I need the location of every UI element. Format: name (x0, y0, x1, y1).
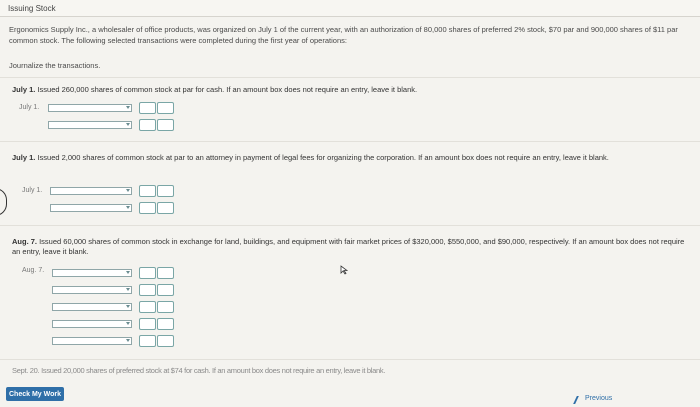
title-bar (0, 0, 700, 17)
problem-intro: Ergonomics Supply Inc., a wholesaler of office products, was organized on July 1 of the current year, with an authorization of 80,000 shares of preferred 2% stock, $70 par and 900,000 shares of $11 par common stock. The following selected transactions were completed during the first year of operations: (9, 25, 678, 45)
account-select[interactable] (52, 337, 132, 345)
debit-amount-input[interactable] (139, 318, 156, 330)
chevron-down-icon (126, 271, 130, 274)
credit-amount-input[interactable] (157, 267, 174, 279)
entry-date-label: Aug. 7. (22, 267, 45, 274)
chevron-down-icon (126, 305, 130, 308)
debit-amount-input[interactable] (139, 335, 156, 347)
entry-date-label: July 1. (22, 187, 43, 194)
credit-amount-input[interactable] (157, 301, 174, 313)
question-4-partial: Sept. 20. Issued 20,000 shares of preferred stock at $74 for cash. If an amount box does not require an entry, leave it blank. (12, 366, 386, 375)
debit-amount-input[interactable] (139, 301, 156, 313)
debit-amount-input[interactable] (139, 202, 156, 214)
question-1: July 1. Issued 260,000 shares of common stock at par for cash. If an amount box does not require an entry, leave it blank. (12, 85, 418, 94)
chevron-down-icon (126, 288, 130, 291)
credit-amount-input[interactable] (157, 185, 174, 197)
credit-amount-input[interactable] (157, 202, 174, 214)
divider (0, 225, 700, 226)
instruction-text: Journalize the transactions. (9, 61, 101, 70)
scroll-indicator (0, 188, 7, 216)
divider (0, 141, 700, 142)
chevron-down-icon (126, 106, 130, 109)
divider (0, 77, 700, 78)
debit-amount-input[interactable] (139, 119, 156, 131)
account-select[interactable] (52, 286, 132, 294)
account-select[interactable] (52, 320, 132, 328)
account-select[interactable] (52, 269, 132, 277)
account-select-credit[interactable] (48, 121, 132, 129)
debit-amount-input[interactable] (139, 185, 156, 197)
mouse-cursor-icon (340, 265, 348, 275)
account-select-debit[interactable] (50, 187, 132, 195)
entry-date-label: July 1. (19, 104, 40, 111)
question-2: July 1. Issued 2,000 shares of common stock at par to an attorney in payment of legal fees for organizing the corporation. If an amount box does not require an entry, leave it blank. (12, 153, 609, 162)
chevron-down-icon (126, 206, 130, 209)
debit-amount-input[interactable] (139, 102, 156, 114)
debit-amount-input[interactable] (139, 284, 156, 296)
previous-button[interactable]: Previous (585, 395, 613, 402)
check-my-work-button[interactable]: Check My Work (6, 387, 64, 401)
question-3: Aug. 7. Issued 60,000 shares of common stock in exchange for land, buildings, and equipment with fair market prices of $320,000, $550,000, and $90,000, respectively. If an amount box does not require an entry, leave it blank. (12, 237, 685, 256)
page-title: Issuing Stock (8, 4, 56, 13)
account-select[interactable] (52, 303, 132, 311)
chevron-down-icon (126, 322, 130, 325)
divider (0, 359, 700, 360)
account-select-debit[interactable] (48, 104, 132, 112)
debit-amount-input[interactable] (139, 267, 156, 279)
credit-amount-input[interactable] (157, 102, 174, 114)
chevron-down-icon (126, 339, 130, 342)
credit-amount-input[interactable] (157, 284, 174, 296)
account-select-credit[interactable] (50, 204, 132, 212)
credit-amount-input[interactable] (157, 318, 174, 330)
credit-amount-input[interactable] (157, 119, 174, 131)
credit-amount-input[interactable] (157, 335, 174, 347)
chevron-down-icon (126, 189, 130, 192)
chevron-down-icon (126, 123, 130, 126)
